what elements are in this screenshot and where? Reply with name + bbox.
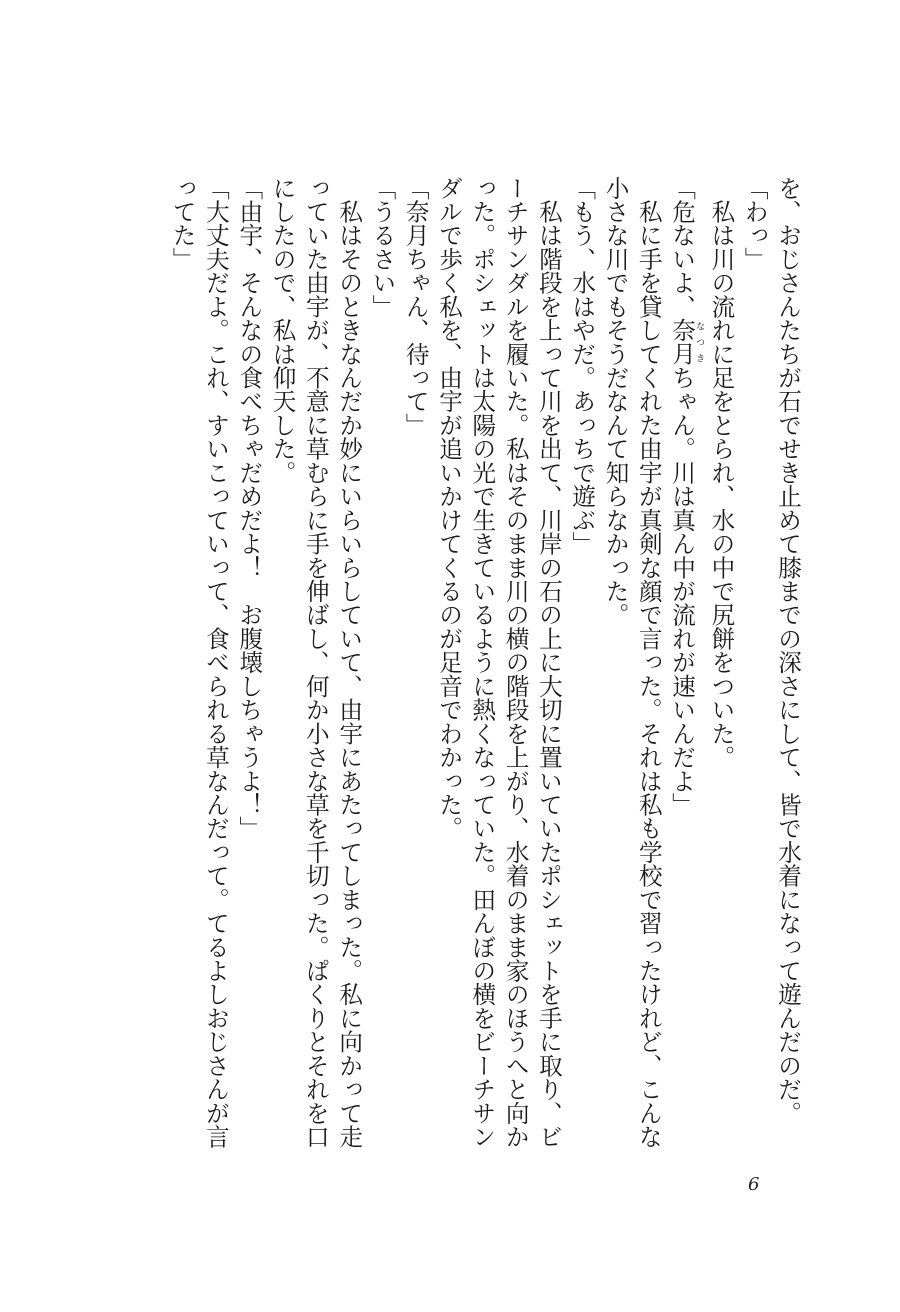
text-line: 「もう、水はやだ。あっちで遊ぶ」	[568, 176, 597, 556]
text-line-with-ruby	[665, 176, 704, 1156]
page-number: 6	[748, 1174, 760, 1195]
vertical-text-body	[165, 176, 804, 1156]
text-fragment: ちゃん。川は真ん中が流れが速いんだよ」	[668, 365, 697, 817]
text-fragment: 「危ないよ、	[668, 176, 697, 319]
text-line: 「わっ」	[740, 176, 769, 271]
text-line: 私は階段を上って川を出て、川岸の石の上に大切に置いていたポシェットを手に取り、ビーチサンダルを履いた。私はそのまま川の横の階段を上がり、水着のまま家のほうへと向かった。ポシェットは太陽の光で生きているように熱くなっていた。田んぼの横をビーチサンダルで歩く私を、由宇が追いかけてくるのが足音でわかった。	[435, 176, 563, 1149]
text-line: 「うるさい」	[368, 176, 397, 319]
text-line: 私に手を貸してくれた由宇が真剣な顔で言った。それは私も学校で習ったけれど、こんな小さな川でもそうだなんて知らなかった。	[601, 176, 663, 1149]
text-line: 「大丈夫だよ。これ、すいこっていって、食べられる草なんだって。てるよしおじさんが言ってた」	[168, 176, 230, 1149]
text-line: 私は川の流れに足をとられ、水の中で尻餅をついた。	[707, 176, 736, 769]
text-line: 「由宇、そんなの食べちゃだめだよ！ お腹壊しちゃうよ！」	[235, 176, 264, 841]
text-line: 私はそのときなんだか妙にいらいらしていて、由宇にあたってしまった。私に向かって走っていた由宇が、不意に草むらに手を伸ばし、何か小さな草を千切った。ぱくりとそれを口にしたので、私は仰天した。	[268, 176, 364, 1149]
ruby-base: 奈月	[668, 318, 697, 366]
text-line: を、おじさんたちが石でせき止めて膝までの深さにして、皆で水着になって遊んだのだ。	[774, 176, 802, 1125]
ruby-reading: なつき	[694, 318, 705, 366]
text-line: 「奈月ちゃん、待って」	[401, 176, 430, 437]
ruby-name-natsuki	[668, 318, 705, 366]
